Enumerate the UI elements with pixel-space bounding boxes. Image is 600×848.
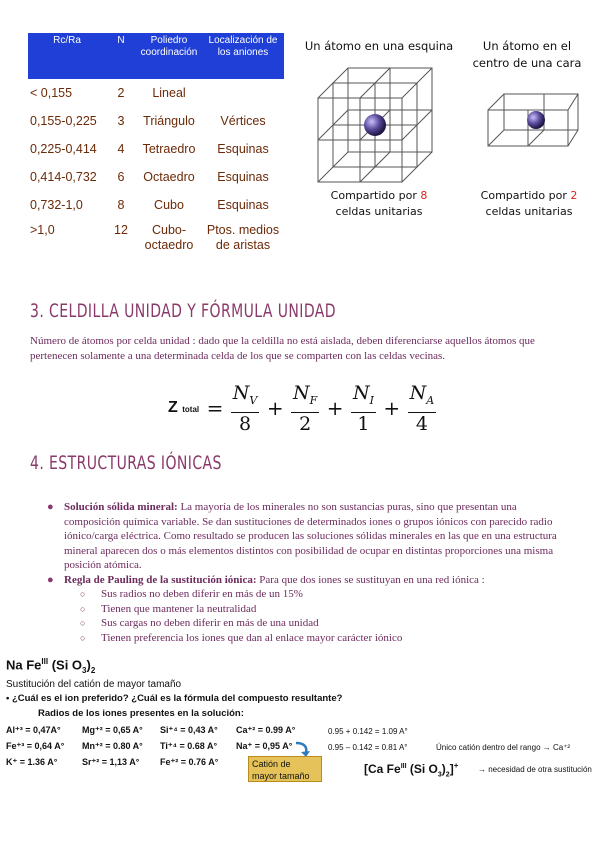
- cell-n: 3: [117, 114, 125, 128]
- cell-n: 6: [117, 170, 125, 184]
- cell-polyhedron: Lineal: [152, 86, 186, 100]
- radius-ti: Ti⁺⁴ = 0.68 A°: [160, 741, 218, 751]
- plus-sign: +: [266, 396, 284, 421]
- fraction-interior: [351, 382, 376, 435]
- equals-sign: =: [206, 396, 224, 421]
- circle-bullet-icon: ○: [80, 603, 86, 614]
- bullet2-title: Regla de Pauling de la sustitución iónica:: [64, 573, 257, 586]
- table-header-row: [28, 33, 284, 79]
- range-note: [436, 743, 570, 752]
- fraction-vertex: [231, 382, 260, 435]
- col-header-location: Localización de los aniones: [202, 33, 284, 79]
- calc-upper: 0.95 + 0.142 = 1.09 A°: [328, 727, 408, 736]
- bullet1-title: Solución sólida mineral:: [64, 501, 178, 513]
- face-shared-cube-diagram: [486, 92, 582, 148]
- frac-den: 2: [299, 412, 312, 435]
- coordination-table: [28, 33, 284, 273]
- list-item: [80, 587, 574, 602]
- formula-lhs: [168, 399, 199, 416]
- result-close: ): [441, 762, 446, 776]
- atom-icon: [364, 114, 386, 136]
- frac-den: 8: [239, 412, 252, 435]
- range-result: Ca⁺²: [552, 743, 571, 752]
- radius-fe3: Fe⁺³ = 0,64 A°: [6, 741, 65, 751]
- frac-num-sub: A: [426, 393, 435, 407]
- circle-bullet-icon: ○: [80, 618, 86, 628]
- cell-ratio: 0,732-1,0: [30, 198, 83, 212]
- list-item: [80, 602, 574, 617]
- radius-si: Si⁺⁴ = 0,43 A°: [160, 725, 218, 735]
- shared-prefix: Compartido por: [330, 189, 417, 202]
- shared-number: 2: [570, 189, 578, 202]
- result-note-text: necesidad de otra sustitución: [488, 765, 592, 774]
- corner-diagram-title: [304, 38, 454, 55]
- slide-subtitle: Sustitución del catión de mayor tamaño: [6, 679, 182, 690]
- result-end: ]: [449, 762, 454, 776]
- list-item: [80, 631, 574, 646]
- slide-title-sub2: 2: [90, 665, 96, 675]
- range-note-text: Único catión dentro del rango: [436, 743, 541, 752]
- subitem-text: Sus radios no deben diferir en más de un 15%: [101, 588, 303, 600]
- fraction-face: [291, 382, 319, 435]
- result-charge: +: [453, 761, 459, 770]
- radius-fe2: Fe⁺² = 0.76 A°: [160, 757, 219, 767]
- shared-suffix: celdas unitarias: [485, 205, 573, 218]
- cell-ratio: 0,414-0,732: [30, 170, 97, 184]
- table-row: [28, 79, 284, 107]
- cell-ratio: 0,155-0,225: [30, 114, 97, 128]
- frac-num: N: [352, 382, 370, 404]
- substitution-example-slide: [0, 655, 600, 790]
- section3-paragraph: Número de átomos por celda unidad : dado que la celdilla no está aislada, deben diferenciarse aquellos átomos que pertenecen solamente a una determinada celda de los que se comparten con las celdas vecinas.: [30, 335, 535, 362]
- shared-prefix: Compartido por: [480, 189, 567, 202]
- plus-sign: +: [326, 396, 344, 421]
- slide-question: • ¿Cuál es el ion preferido? ¿Cuál es la fórmula del compuesto resultante?: [6, 693, 343, 704]
- radius-al: Al⁺³ = 0,47A°: [6, 725, 61, 735]
- cell-ratio: 0,225-0,414: [30, 142, 97, 156]
- subitem-text: Sus cargas no deben diferir en más de una unidad: [101, 617, 319, 629]
- cell-polyhedron: Cubo-octaedro: [144, 223, 194, 252]
- col-header-polyhedron: Poliedro coordinación: [136, 33, 202, 79]
- table-row: [28, 219, 284, 273]
- face-title-line2: centro de una cara: [472, 56, 582, 70]
- section3-heading: 3. CELDILLA UNIDAD Y FÓRMULA UNIDAD: [30, 300, 336, 322]
- face-shared-caption: [470, 188, 588, 220]
- result-note: [478, 765, 592, 774]
- calc-lower: 0.95 – 0.142 = 0.81 A°: [328, 743, 408, 752]
- bullet-solid-solution: [47, 500, 574, 573]
- frac-num: N: [232, 382, 250, 404]
- larger-cation-callout: Catión de mayor tamaño: [248, 756, 322, 782]
- col-header-ratio: Rc/Ra: [28, 33, 106, 79]
- face-title-line1: Un átomo en el: [482, 39, 572, 53]
- slide-title-tail: (Si O: [48, 657, 83, 673]
- shared-suffix: celdas unitarias: [335, 205, 423, 218]
- radius-k: K⁺ = 1.36 A°: [6, 757, 58, 767]
- result-sub2: 2: [445, 771, 450, 779]
- col-header-n: N: [106, 33, 136, 79]
- cell-ratio: >1,0: [30, 223, 55, 237]
- bullet1-text: La mayoría de los minerales no son sustancias puras, sino que presentan una composición química variable. Se dan sustituciones de determinados iones o grupos iónicos con parecido radio iónico/carga eléctrica. Como resultado se producen las soluciones sólidas minerales en las que en una estructura mineral aparecen dos o más elementos distintos con posibilidad de ocupar en distintas proporciones una misma posición atómica.: [64, 501, 557, 571]
- slide-title-text: Na Fe: [6, 657, 42, 673]
- radius-mg: Mg⁺² = 0,65 A°: [82, 725, 143, 735]
- cell-polyhedron: Tetraedro: [142, 142, 196, 156]
- slide-title-sub: 3: [82, 665, 87, 675]
- result-sub3: 3: [437, 771, 442, 779]
- circle-bullet-icon: ○: [80, 632, 86, 643]
- frac-num: N: [409, 382, 427, 404]
- corner-shared-cube-diagram: [310, 62, 440, 186]
- circle-bullet-icon: ○: [80, 589, 86, 599]
- slide-title-sup: III: [41, 657, 49, 666]
- result-formula: [364, 761, 458, 778]
- section4-heading: 4. ESTRUCTURAS IÓNICAS: [30, 452, 222, 474]
- radius-ca: Ca⁺² = 0.99 A°: [236, 725, 296, 735]
- arrow-right-icon: →: [478, 765, 486, 774]
- radius-na: Na⁺ = 0,95 A°: [236, 741, 293, 751]
- cell-location: Esquinas: [217, 198, 269, 212]
- z-total-formula: [168, 382, 436, 435]
- radius-mn: Mn⁺² = 0.80 A°: [82, 741, 143, 751]
- bullet2-text: Para que dos iones se sustituyan en una red iónica :: [256, 573, 485, 586]
- table-row: [28, 163, 284, 191]
- frac-num-sub: I: [369, 393, 374, 407]
- result-mid: (Si O: [406, 762, 438, 776]
- subitem-text: Tienen preferencia los iones que dan al enlace mayor carácter iónico: [101, 631, 403, 644]
- pauling-subitems: [64, 587, 574, 645]
- radii-heading: Radios de los iones presentes en la solución:: [38, 708, 244, 719]
- table-row: [28, 191, 284, 219]
- cell-n: 4: [117, 142, 125, 156]
- slide-title-close: ): [86, 657, 91, 673]
- cell-location: Vértices: [220, 114, 266, 128]
- cell-polyhedron: Cubo: [154, 198, 184, 212]
- atom-icon: [527, 111, 545, 129]
- cell-location: Esquinas: [217, 142, 269, 156]
- bullet-dot-icon: ●: [47, 501, 54, 513]
- result-sup: III: [400, 763, 407, 770]
- cell-polyhedron: Triángulo: [143, 114, 195, 128]
- face-diagram-title: [467, 38, 587, 72]
- frac-num: N: [293, 382, 310, 404]
- section4-bullets: [47, 500, 574, 645]
- plus-sign: +: [383, 396, 401, 421]
- formula-z-sub: total: [182, 405, 200, 415]
- table-row: [28, 135, 284, 163]
- frac-num-sub: V: [249, 393, 258, 407]
- cell-n: 2: [117, 86, 125, 100]
- shared-number: 8: [420, 189, 428, 202]
- frac-den: 4: [415, 412, 428, 435]
- corner-shared-caption: [304, 188, 454, 220]
- arrow-right-icon: →: [542, 743, 551, 752]
- list-item: [80, 616, 574, 631]
- frac-den: 1: [357, 412, 370, 435]
- cell-location: [202, 79, 284, 107]
- result-formula-start: [Ca Fe: [364, 762, 401, 776]
- frac-num-sub: F: [309, 393, 318, 407]
- fraction-edge: [408, 382, 437, 435]
- cell-ratio: < 0,155: [30, 86, 73, 100]
- formula-z: Z: [168, 399, 178, 417]
- radius-sr: Sr⁺² = 1,13 A°: [82, 757, 140, 767]
- cell-n: 12: [114, 223, 128, 237]
- corner-title-text: Un átomo en una esquina: [304, 39, 454, 53]
- cell-polyhedron: Octaedro: [143, 170, 195, 184]
- slide-title: [6, 657, 95, 675]
- cell-location: Esquinas: [217, 170, 269, 184]
- cell-n: 8: [117, 198, 125, 212]
- bullet-pauling-rule: [47, 573, 574, 588]
- bullet-dot-icon: ●: [47, 573, 54, 586]
- cell-location: Ptos. medios de aristas: [206, 223, 280, 252]
- table-row: [28, 107, 284, 135]
- subitem-text: Tienen que mantener la neutralidad: [101, 602, 257, 615]
